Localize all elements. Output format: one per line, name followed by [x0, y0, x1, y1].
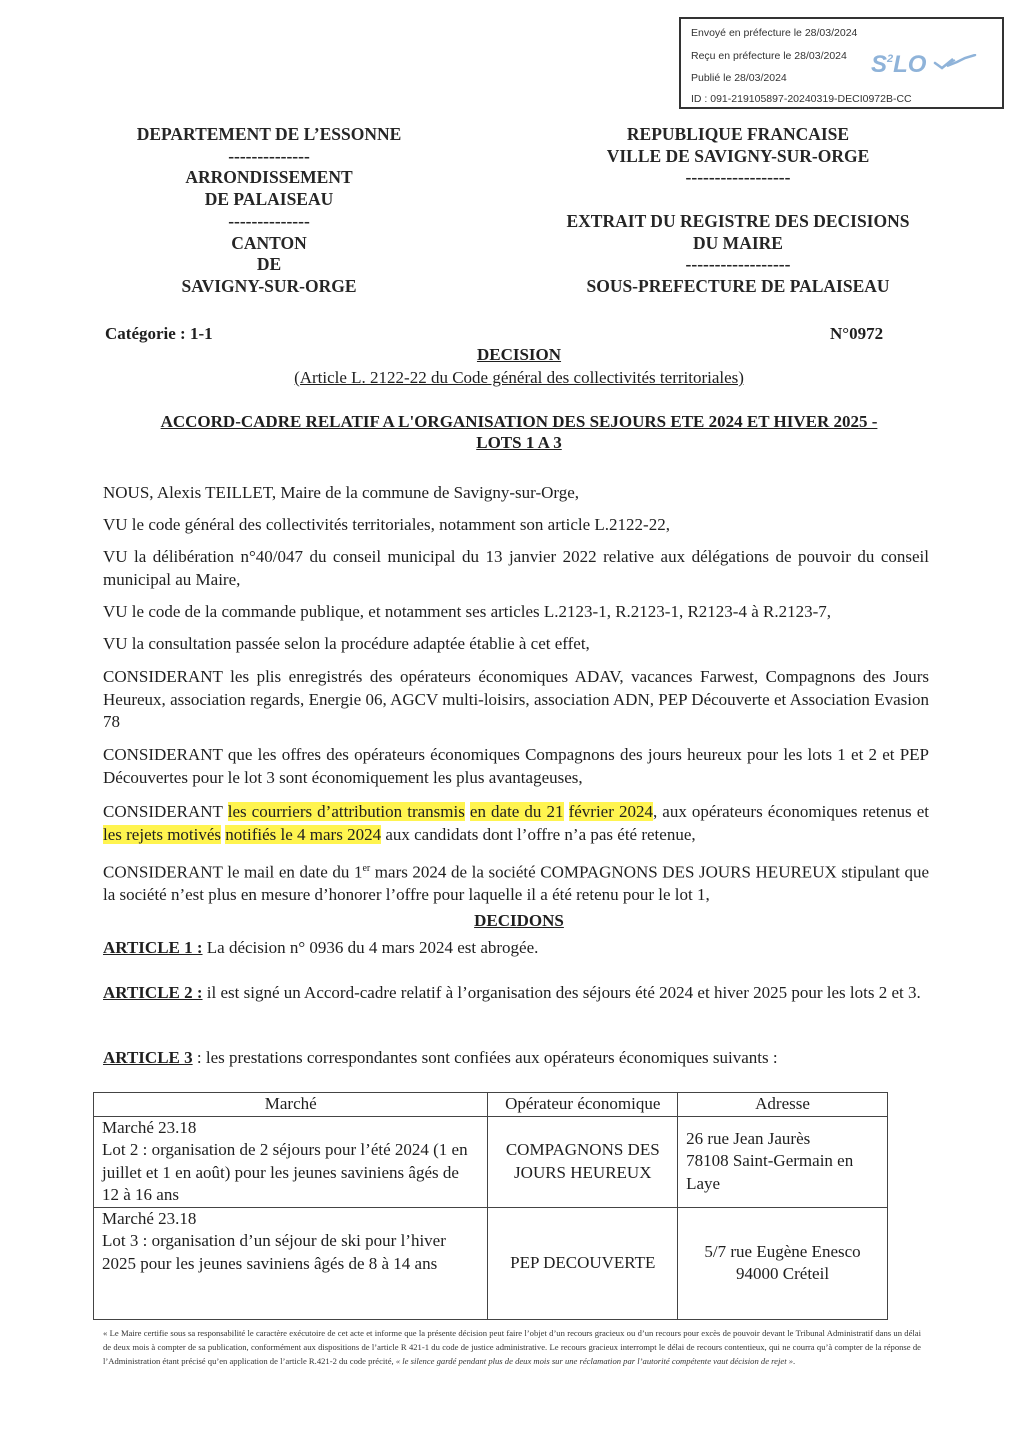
decision-number: N°0972 [830, 324, 884, 343]
sous-prefecture-label: SOUS-PREFECTURE DE PALAISEAU [586, 275, 890, 296]
article-text: La décision n° 0936 du 4 mars 2024 est abrogée. [202, 938, 539, 957]
nous-paragraph: NOUS, Alexis TEILLET, Maire de la commune de Savigny-sur-Orge, [103, 483, 580, 502]
article-text: il est signé un Accord-cadre relatif à l’organisation des séjours été 2024 et hiver 2025 pour les lots 2 et 3. [202, 983, 921, 1002]
address-line-2: 94000 Créteil [736, 1264, 830, 1283]
text: , aux opérateurs économiques retenus et [652, 802, 929, 821]
main-title-line1: ACCORD-CADRE RELATIF A L'ORGANISATION DES SEJOURS ETE 2024 ET HIVER 2025 - [160, 412, 878, 431]
decision-title: DECISION [476, 345, 562, 364]
legal-notice [103, 1326, 921, 1369]
category-label: Catégorie : 1-1 [105, 324, 213, 343]
text [564, 802, 569, 821]
marche-desc: Lot 2 : organisation de 2 séjours pour l’été 2024 (1 en juillet et 1 en août) pour les jeunes saviniens âgés de 12 à 16 ans [102, 1140, 468, 1204]
article-label: ARTICLE 2 : [103, 983, 203, 1002]
highlight: février 2024 [568, 802, 653, 821]
main-title-line2: LOTS 1 A 3 [476, 433, 562, 452]
marche-ref: Marché 23.18 [102, 1208, 197, 1228]
spacer [540, 189, 936, 211]
stamp-id: ID : 091-219105897-20240319-DECI0972B-CC [691, 93, 912, 105]
highlight: les courriers d’attribution transmis [227, 802, 465, 821]
vu-paragraph-1: VU le code général des collectivités territoriales, notamment son article L.2122-22, [103, 515, 670, 534]
article-3 [103, 1047, 929, 1070]
header-left [110, 124, 428, 298]
marche-ref: Marché 23.18 [102, 1117, 197, 1137]
arrondissement-name: DE PALAISEAU [204, 189, 334, 210]
canton-label: CANTON [231, 232, 307, 253]
column-header-marche: Marché [94, 1093, 488, 1117]
separator: -------------- [228, 210, 310, 231]
decision-subtitle: (Article L. 2122-22 du Code général des collectivités territoriales) [294, 368, 744, 387]
arrondissement-label: ARRONDISSEMENT [185, 167, 353, 188]
address-line-1: 5/7 rue Eugène Enesco [704, 1241, 861, 1261]
s2lo-logo [871, 51, 977, 79]
article-text: : les prestations correspondantes sont confiées aux opérateurs économiques suivants : [192, 1048, 778, 1067]
text: mars 2024 de la société COMPAGNONS DES JOURS HEUREUX stipulant que la société n’est plus en mesure d’honorer l’offre pour laquelle il a été retenu pour le lot 1, [103, 862, 929, 905]
operator-cell: COMPAGNONS DES JOURS HEUREUX [488, 1116, 678, 1207]
separator: ------------------ [685, 167, 791, 188]
legal-text: « Le Maire certifie sous sa responsabilité le caractère exécutoire de cet acte et informe que la présente décision peut faire l’objet d’un recours gracieux ou d’un recours pour excès de pouvoir devant le Tribunal Administratif dans un délai de deux mois à compter de sa publication, conformément aux dispositions de l’article R 421-1 du code de justice administrative. Le recours gracieux interrompt le délai de recours contentieux, qui ne courra qu’à compter de la réponse de l’Administration étant précisé qu’en application de l’article R.421-2 du code précité, [103, 1328, 921, 1367]
marche-cell [94, 1116, 488, 1207]
republic-label: REPUBLIQUE FRANCAISE [626, 124, 850, 144]
register-label-cont: DU MAIRE [693, 232, 783, 253]
canton-de: DE [256, 254, 282, 275]
table-header-row [94, 1093, 888, 1117]
article-label: ARTICLE 3 [103, 1048, 193, 1067]
vu-paragraph-2: VU la délibération n°40/047 du conseil municipal du 13 janvier 2022 relative aux délégations de pouvoir du conseil municipal au Maire, [103, 547, 929, 589]
text: aux candidats dont l’offre n’a pas été retenue, [381, 824, 696, 844]
separator: -------------- [228, 145, 310, 166]
operators-table [93, 1092, 888, 1320]
logo-sup: 2 [887, 53, 894, 65]
stamp-received-date: Reçu en préfecture le 28/03/2024 [691, 50, 847, 62]
stamp-published-date: Publié le 28/03/2024 [691, 72, 787, 84]
highlight: les rejets motivés [103, 824, 222, 844]
legal-end: . [793, 1356, 796, 1367]
address-line-1: 26 rue Jean Jaurès [686, 1128, 811, 1148]
article-1 [103, 937, 929, 960]
canton-name: SAVIGNY-SUR-ORGE [181, 275, 357, 296]
table-row [94, 1116, 888, 1207]
text: CONSIDERANT [103, 802, 228, 821]
article-2 [103, 982, 929, 1005]
address-line-2: 78108 Saint-Germain en Laye [686, 1151, 854, 1193]
vu-paragraph-3: VU le code de la commande publique, et notamment ses articles L.2123-1, R.2123-1, R2123-4 à R.2123-7, [103, 602, 832, 621]
decidons-heading: DECIDONS [474, 911, 564, 930]
table-row [94, 1207, 888, 1319]
register-label: EXTRAIT DU REGISTRE DES DECISIONS [566, 210, 910, 231]
column-header-operator: Opérateur économique [488, 1093, 678, 1117]
marche-cell [94, 1207, 488, 1319]
prefecture-stamp [679, 17, 1004, 109]
highlight: notifiés le 4 mars 2024 [225, 824, 382, 844]
column-header-address: Adresse [678, 1093, 888, 1117]
operator-cell: PEP DECOUVERTE [488, 1207, 678, 1319]
city-label: VILLE DE SAVIGNY-SUR-ORGE [606, 145, 870, 166]
checkmark-swoosh-icon [933, 54, 977, 70]
legal-quote: « le silence gardé pendant plus de deux mois sur une réclamation par l’autorité compétente vaut décision de rejet » [395, 1356, 794, 1367]
vu-paragraph-4: VU la consultation passée selon la procédure adaptée établie à cet effet, [103, 634, 590, 653]
considerant-paragraph-4 [103, 858, 929, 907]
logo-lo: LO [893, 51, 927, 78]
address-cell [678, 1116, 888, 1207]
marche-desc: Lot 3 : organisation d’un séjour de ski pour l’hiver 2025 pour les jeunes saviniens âgés de 8 à 14 ans [102, 1231, 446, 1273]
header-right [540, 124, 936, 298]
stamp-sent-date: Envoyé en préfecture le 28/03/2024 [691, 27, 858, 39]
text: CONSIDERANT le mail en date du 1 [103, 862, 363, 882]
separator: ------------------ [685, 254, 791, 275]
highlight: en date du 21 [469, 802, 564, 821]
considerant-paragraph-3 [103, 801, 929, 846]
considerant-paragraph-2: CONSIDERANT que les offres des opérateurs économiques Compagnons des jours heureux pour les lots 1 et 2 et PEP Découvertes pour le lot 3 sont économiquement les plus avantageuses, [103, 745, 929, 787]
address-cell [678, 1207, 888, 1319]
article-label: ARTICLE 1 : [103, 938, 203, 957]
main-title [100, 411, 938, 453]
department-label: DEPARTEMENT DE L’ESSONNE [136, 124, 402, 144]
superscript: er [362, 863, 371, 874]
logo-s: S [871, 51, 888, 78]
considerant-paragraph-1: CONSIDERANT les plis enregistrés des opérateurs économiques ADAV, vacances Farwest, Compagnons des Jours Heureux, association regards, Energie 06, AGCV multi-loisirs, association ADN, PEP Découverte et Association Evasion 78 [103, 667, 929, 731]
